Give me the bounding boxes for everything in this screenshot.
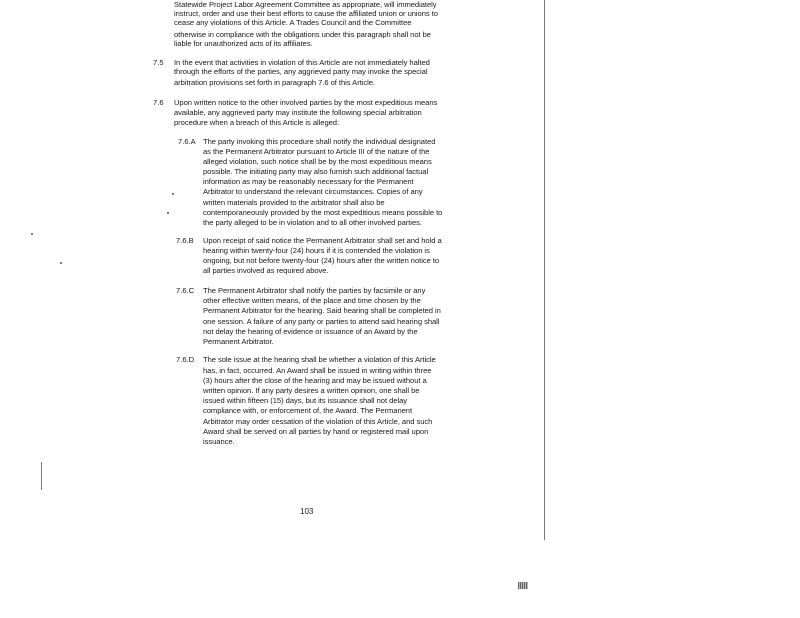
text-line: possible. The initiating party may also furnish such additional factual — [203, 167, 429, 176]
text-line: (3) hours after the close of the hearing and may be issued without a — [203, 376, 427, 385]
text-line: written materials provided to the arbitrator shall also be — [203, 198, 385, 207]
scan-speck — [167, 212, 169, 214]
text-line: contemporaneously provided by the most expeditious means possible to — [203, 208, 443, 217]
text-line: The sole issue at the hearing shall be whether a violation of this Article — [203, 355, 436, 364]
text-line: otherwise in compliance with the obligations under this paragraph shall not be — [174, 30, 431, 39]
text-line: Permanent Arbitrator. — [203, 337, 274, 346]
section-number: 7.6.A — [178, 137, 196, 146]
text-line: Arbitrator to understand the relevant circumstances. Copies of any — [203, 187, 423, 196]
section-number: 7.6.C — [176, 286, 195, 295]
text-line: The Permanent Arbitrator shall notify the parties by facsimile or any — [203, 286, 426, 295]
page-number: 103 — [300, 507, 314, 516]
text-line: Upon receipt of said notice the Permanent Arbitrator shall set and hold a — [203, 236, 442, 245]
text-line: In the event that activities in violation of this Article are not immediately halted — [174, 58, 430, 67]
text-line: hearing within twenty-four (24) hours if it is contended the violation is — [203, 246, 430, 255]
scan-edge-line — [544, 0, 545, 540]
text-line: ongoing, but not before twenty-four (24) hours after the written notice to — [203, 256, 440, 265]
margin-mark — [41, 462, 42, 490]
text-line: liable for unauthorized acts of its affiliates. — [174, 39, 313, 48]
text-line: instruct, order and use their best efforts to cause the affiliated union or unions to — [174, 9, 438, 18]
text-line: other effective written means, of the place and time chosen by the — [203, 296, 421, 305]
text-line: Arbitrator may order cessation of the violation of this Article, and such — [203, 417, 433, 426]
text-line: as the Permanent Arbitrator pursuant to Article III of the nature of the — [203, 147, 430, 156]
scan-speck — [31, 233, 33, 235]
section-number: 7.6.D — [176, 355, 195, 364]
text-line: information as may be reasonably necessary for the Permanent — [203, 177, 414, 186]
text-line: arbitration provisions set forth in paragraph 7.6 of this Article. — [174, 78, 375, 87]
text-line: available, any aggrieved party may institute the following special arbitration — [174, 108, 422, 117]
text-line: issuance. — [203, 437, 235, 446]
section-number: 7.6.B — [176, 236, 194, 245]
scan-speck — [172, 193, 174, 195]
text-line: Upon written notice to the other involved parties by the most expeditious means — [174, 98, 438, 107]
text-line: all parties involved as required above. — [203, 266, 329, 275]
text-line: alleged violation, such notice shall be by the most expeditious means — [203, 157, 432, 166]
text-line: Award shall be served on all parties by hand or registered mail upon — [203, 427, 429, 436]
text-line: Permanent Arbitrator for the hearing. Said hearing shall be completed in — [203, 306, 441, 315]
text-line: written opinion. If any party desires a written opinion, one shall be — [203, 386, 420, 395]
text-line: issued within fifteen (15) days, but its issuance shall not delay — [203, 396, 408, 405]
text-line: has, in fact, occurred. An Award shall be issued in writing within three — [203, 366, 432, 375]
scan-speck — [60, 262, 62, 264]
text-line: not delay the hearing of evidence or issuance of an Award by the — [203, 327, 418, 336]
text-line: cease any violations of this Article. A Trades Council and the Committee — [174, 18, 412, 27]
section-number: 7.5 — [153, 58, 164, 67]
scan-stamp-mark — [518, 582, 528, 589]
text-line: through the efforts of the parties, any aggrieved party may invoke the special — [174, 67, 428, 76]
section-number: 7.6 — [153, 98, 164, 107]
text-line: Statewide Project Labor Agreement Committee as appropriate, will immediately — [174, 0, 437, 9]
text-line: compliance with, or enforcement of, the Award. The Permanent — [203, 406, 413, 415]
text-line: the party alleged to be in violation and to all other involved parties. — [203, 218, 422, 227]
text-line: The party invoking this procedure shall notify the individual designated — [203, 137, 436, 146]
text-line: one session. A failure of any party or parties to attend said hearing shall — [203, 317, 440, 326]
text-line: procedure when a breach of this Article is alleged: — [174, 118, 340, 127]
